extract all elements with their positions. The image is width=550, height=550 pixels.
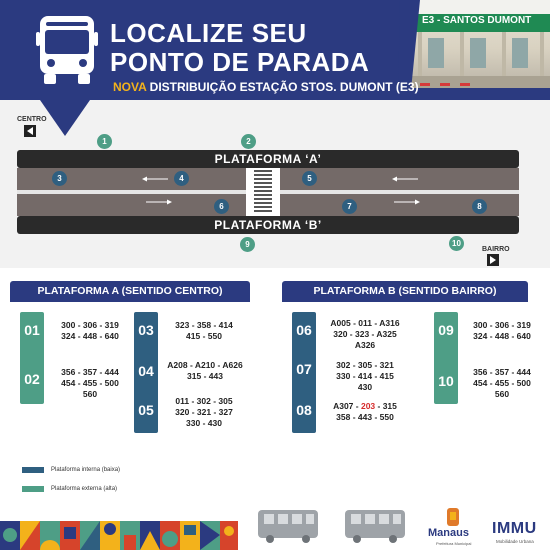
decorative-pattern — [0, 521, 238, 550]
station-sign: E3 - SANTOS DUMONT — [422, 15, 532, 26]
stop-routes-08: A307 - 203 - 315 358 - 443 - 550 — [333, 401, 397, 422]
map-stop-2: 2 — [241, 134, 256, 149]
legend-internal: Plataforma interna (baixa) — [51, 467, 121, 473]
header-pointer — [40, 100, 90, 140]
map-stop-9: 9 — [240, 237, 255, 252]
stop-number-10: 10 — [438, 373, 454, 389]
bus-icon — [36, 14, 98, 86]
stop-number-02: 02 — [24, 371, 40, 387]
stop-number-09: 09 — [438, 322, 454, 338]
map-stop-7: 7 — [342, 199, 357, 214]
crosswalk-stripes — [254, 170, 272, 214]
manaus-logo-subtext: Prefeitura Municipal — [436, 541, 472, 546]
stop-routes-10: 356 - 357 - 444 454 - 455 - 500 560 — [473, 367, 531, 399]
stop-routes-01: 300 - 306 - 319 324 - 448 - 640 — [61, 320, 119, 341]
immu-logo-subtext: Mobilidade Urbana — [496, 539, 534, 544]
stop-number-05: 05 — [138, 402, 154, 418]
header-banner — [0, 0, 550, 100]
legend-external: Plataforma externa (alta) — [51, 486, 118, 492]
map-stop-8: 8 — [472, 199, 487, 214]
legend-swatch-internal — [22, 467, 44, 473]
stop-number-07: 07 — [296, 361, 312, 377]
stop-number-06: 06 — [296, 322, 312, 338]
map-stop-3: 3 — [52, 171, 67, 186]
map-stop-10: 10 — [449, 236, 464, 251]
lane-arrow-left-icon — [142, 176, 168, 182]
bus-graphic-icon — [343, 508, 407, 544]
stop-routes-05: 011 - 302 - 305 320 - 321 - 327 330 - 430 — [175, 396, 233, 428]
arrow-right-icon — [487, 254, 499, 266]
stop-number-08: 08 — [296, 402, 312, 418]
map-stop-1: 1 — [97, 134, 112, 149]
stop-routes-03: 323 - 358 - 414 415 - 550 — [175, 320, 233, 341]
lane-arrow-right-icon — [394, 199, 420, 205]
stop-number-03: 03 — [138, 322, 154, 338]
map-stop-4: 4 — [174, 171, 189, 186]
title-line-1: LOCALIZE SEU — [110, 18, 307, 48]
title-line-2: PONTO DE PARADA — [110, 47, 370, 77]
direction-bairro-label: BAIRRO — [482, 246, 510, 253]
manaus-logo-text: Manaus — [428, 527, 469, 539]
platform-b-section-rule — [282, 300, 528, 302]
manaus-emblem-icon — [444, 506, 462, 528]
subtitle-text: DISTRIBUIÇÃO ESTAÇÃO STOS. DUMONT (E3) — [146, 80, 419, 94]
platform-a-section-title: PLATAFORMA A (SENTIDO CENTRO) — [10, 281, 250, 301]
direction-centro-label: CENTRO — [17, 116, 47, 123]
map-stop-5: 5 — [302, 171, 317, 186]
stop-routes-09: 300 - 306 - 319 324 - 448 - 640 — [473, 320, 531, 341]
immu-logo-text: IMMU — [492, 520, 537, 537]
map-stop-6: 6 — [214, 199, 229, 214]
platform-b-bar: PLATAFORMA ‘B’ — [17, 216, 519, 234]
subtitle-highlight: NOVA — [113, 80, 147, 94]
arrow-left-icon — [24, 125, 36, 137]
lane-arrow-left-icon — [392, 176, 418, 182]
stop-number-01: 01 — [24, 322, 40, 338]
subtitle — [113, 80, 419, 94]
stop-routes-04: A208 - A210 - A626 315 - 443 — [167, 360, 243, 381]
stop-routes-06: A005 - 011 - A316 320 - 323 - A325 A326 — [330, 318, 400, 350]
platform-a-bar: PLATAFORMA ‘A’ — [17, 150, 519, 168]
legend-swatch-external — [22, 486, 44, 492]
lane-arrow-right-icon — [146, 199, 172, 205]
highlighted-route: 203 — [360, 401, 376, 411]
stop-routes-07: 302 - 305 - 321 330 - 414 - 415 430 — [336, 360, 394, 392]
stop-number-04: 04 — [138, 363, 154, 379]
platform-a-section-rule — [10, 300, 250, 302]
stop-routes-02: 356 - 357 - 444 454 - 455 - 500 560 — [61, 367, 119, 399]
bus-graphic-icon — [256, 508, 320, 544]
platform-b-section-title: PLATAFORMA B (SENTIDO BAIRRO) — [282, 281, 528, 301]
